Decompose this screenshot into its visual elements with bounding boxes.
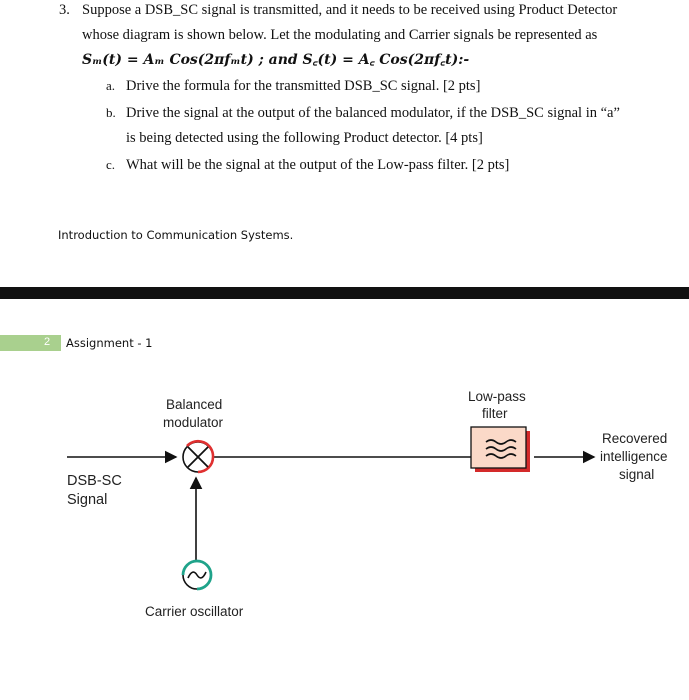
- part-b-text-2: is being detected using the following Product detector. [4 pts]: [126, 130, 483, 146]
- carrier-oscillator-icon: [183, 561, 211, 589]
- low-pass-label-1: Low-pass: [468, 389, 526, 404]
- page-footer: Introduction to Communication Systems.: [58, 228, 294, 242]
- signal-formula: Sₘ(t) = Aₘ Cos(2πfₘt) ; and S꜀(t) = A꜀ Cos(2πf꜀t):-: [82, 52, 470, 68]
- low-pass-filter-icon: [471, 427, 530, 472]
- page-separator: [0, 287, 689, 299]
- part-c-text: What will be the signal at the output of the Low-pass filter. [2 pts]: [126, 157, 510, 173]
- question-line-1: Suppose a DSB_SC signal is transmitted, and it needs to be received using Product Detector: [82, 2, 618, 18]
- output-label-1: Recovered: [602, 431, 668, 446]
- part-b-text-1: Drive the signal at the output of the balanced modulator, if the DSB_SC signal in “a”: [126, 105, 620, 121]
- input-label-1: DSB-SC: [67, 473, 122, 489]
- balanced-modulator-label-2: modulator: [163, 415, 224, 430]
- output-label-3: signal: [619, 467, 655, 482]
- page-number: 2: [44, 336, 51, 348]
- carrier-oscillator-label: Carrier oscillator: [145, 604, 244, 619]
- part-b-label: b.: [106, 105, 116, 120]
- low-pass-label-2: filter: [482, 406, 508, 421]
- question-number: 3.: [59, 2, 70, 18]
- output-label-2: intelligence: [600, 449, 668, 464]
- page-number-tab: [0, 335, 61, 351]
- assignment-title: Assignment - 1: [66, 336, 153, 350]
- balanced-modulator-label-1: Balanced: [166, 397, 223, 412]
- part-c-label: c.: [106, 157, 116, 172]
- balanced-modulator-icon: [183, 441, 213, 472]
- part-a-text: Drive the formula for the transmitted DSB_SC signal. [2 pts]: [126, 78, 481, 94]
- question-line-2: whose diagram is shown below. Let the modulating and Carrier signals be represented as: [82, 27, 598, 43]
- part-a-label: a.: [106, 78, 116, 93]
- input-label-2: Signal: [67, 492, 108, 508]
